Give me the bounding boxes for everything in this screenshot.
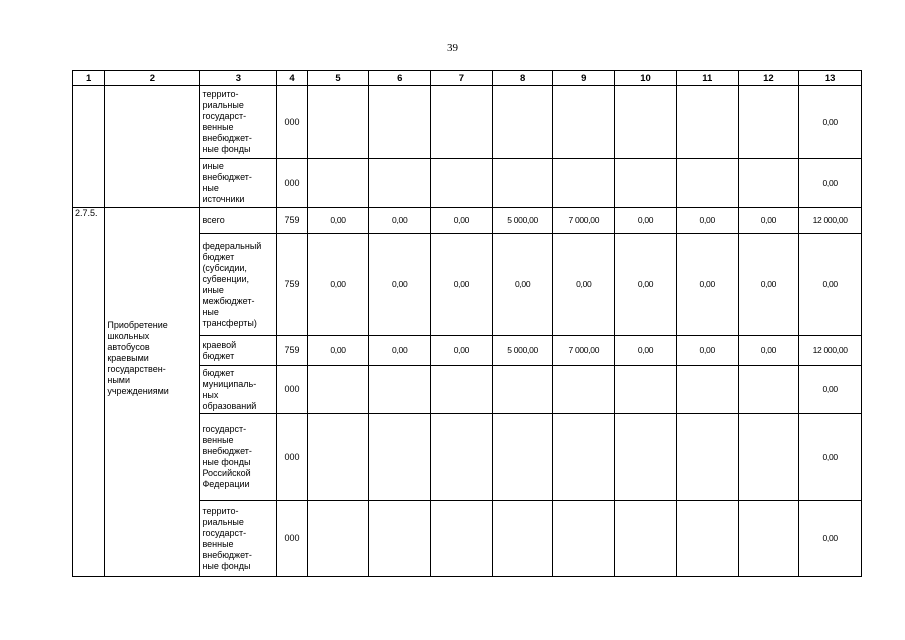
- header-cell: 2: [105, 71, 200, 86]
- value-cell: [369, 366, 431, 414]
- value-cell: [307, 159, 369, 208]
- header-cell: 10: [615, 71, 677, 86]
- value-cell: [307, 501, 369, 577]
- value-cell: 0,00: [369, 336, 431, 366]
- value-cell: 0,00: [615, 234, 677, 336]
- value-cell: 0,00: [738, 208, 799, 234]
- item-name-cell: Приобретение школьных автобусов краевыми государствен- ными учреждениями: [105, 208, 200, 577]
- header-cell: 4: [277, 71, 307, 86]
- total-cell: 0,00: [799, 366, 862, 414]
- value-cell: [431, 414, 493, 501]
- header-row: [73, 71, 862, 86]
- value-cell: [431, 159, 493, 208]
- value-cell: 0,00: [369, 208, 431, 234]
- value-cell: 0,00: [615, 208, 677, 234]
- value-cell: 0,00: [676, 234, 738, 336]
- value-cell: [615, 366, 677, 414]
- item-name-cell: [105, 86, 200, 208]
- funding-source-cell: иные внебюджет- ные источники: [200, 159, 277, 208]
- header-cell: 9: [553, 71, 615, 86]
- value-cell: 0,00: [676, 336, 738, 366]
- value-cell: [307, 86, 369, 159]
- item-number-cell: [73, 86, 105, 208]
- value-cell: 0,00: [307, 234, 369, 336]
- code-cell: 000: [277, 501, 307, 577]
- header-cell: 13: [799, 71, 862, 86]
- value-cell: [738, 501, 799, 577]
- value-cell: 5 000,00: [492, 336, 553, 366]
- total-cell: 0,00: [799, 414, 862, 501]
- value-cell: 7 000,00: [553, 336, 615, 366]
- value-cell: 0,00: [307, 208, 369, 234]
- header-cell: 11: [676, 71, 738, 86]
- value-cell: [615, 501, 677, 577]
- value-cell: [369, 414, 431, 501]
- value-cell: [492, 501, 553, 577]
- funding-source-cell: террито- риальные государст- венные внебюджет- ные фонды: [200, 501, 277, 577]
- funding-source-cell: федеральный бюджет (субсидии, субвенции, иные межбюджет- ные трансферты): [200, 234, 277, 336]
- value-cell: 0,00: [553, 234, 615, 336]
- value-cell: [369, 501, 431, 577]
- value-cell: 0,00: [431, 336, 493, 366]
- code-cell: 000: [277, 159, 307, 208]
- header-cell: 12: [738, 71, 799, 86]
- value-cell: 0,00: [307, 336, 369, 366]
- value-cell: [431, 366, 493, 414]
- value-cell: [431, 86, 493, 159]
- item-number-cell: 2.7.5.: [73, 208, 105, 577]
- funding-source-cell: всего: [200, 208, 277, 234]
- header-cell: 1: [73, 71, 105, 86]
- value-cell: [492, 366, 553, 414]
- header-cell: 8: [492, 71, 553, 86]
- funding-source-cell: террито- риальные государст- венные внебюджет- ные фонды: [200, 86, 277, 159]
- value-cell: [369, 159, 431, 208]
- total-cell: 12 000,00: [799, 208, 862, 234]
- value-cell: 0,00: [676, 208, 738, 234]
- funding-source-cell: бюджет муниципаль- ных образований: [200, 366, 277, 414]
- funding-source-cell: государст- венные внебюджет- ные фонды Российской Федерации: [200, 414, 277, 501]
- value-cell: [738, 86, 799, 159]
- value-cell: 0,00: [615, 336, 677, 366]
- total-cell: 12 000,00: [799, 336, 862, 366]
- value-cell: [492, 86, 553, 159]
- page-number: 39: [447, 42, 458, 54]
- value-cell: [615, 159, 677, 208]
- value-cell: [615, 414, 677, 501]
- value-cell: [431, 501, 493, 577]
- value-cell: 0,00: [738, 336, 799, 366]
- code-cell: 000: [277, 366, 307, 414]
- total-cell: 0,00: [799, 234, 862, 336]
- table-row: [73, 86, 862, 159]
- header-cell: 3: [200, 71, 277, 86]
- code-cell: 000: [277, 414, 307, 501]
- value-cell: 0,00: [369, 234, 431, 336]
- value-cell: [738, 414, 799, 501]
- total-cell: 0,00: [799, 501, 862, 577]
- header-cell: 6: [369, 71, 431, 86]
- code-cell: 759: [277, 208, 307, 234]
- value-cell: [615, 86, 677, 159]
- value-cell: 0,00: [492, 234, 553, 336]
- funding-source-cell: краевой бюджет: [200, 336, 277, 366]
- value-cell: [676, 414, 738, 501]
- value-cell: [492, 159, 553, 208]
- value-cell: [553, 159, 615, 208]
- value-cell: [307, 366, 369, 414]
- code-cell: 759: [277, 234, 307, 336]
- code-cell: 759: [277, 336, 307, 366]
- value-cell: [553, 414, 615, 501]
- total-cell: 0,00: [799, 159, 862, 208]
- header-cell: 5: [307, 71, 369, 86]
- value-cell: [553, 86, 615, 159]
- table-row: [73, 208, 862, 234]
- value-cell: [553, 501, 615, 577]
- value-cell: 0,00: [738, 234, 799, 336]
- value-cell: 7 000,00: [553, 208, 615, 234]
- header-cell: 7: [431, 71, 493, 86]
- value-cell: [553, 366, 615, 414]
- value-cell: [492, 414, 553, 501]
- value-cell: 0,00: [431, 208, 493, 234]
- value-cell: [676, 159, 738, 208]
- value-cell: [738, 159, 799, 208]
- budget-table: [72, 70, 862, 577]
- value-cell: [369, 86, 431, 159]
- total-cell: 0,00: [799, 86, 862, 159]
- value-cell: [676, 501, 738, 577]
- value-cell: [307, 414, 369, 501]
- value-cell: [676, 366, 738, 414]
- value-cell: [738, 366, 799, 414]
- value-cell: [676, 86, 738, 159]
- value-cell: 5 000,00: [492, 208, 553, 234]
- value-cell: 0,00: [431, 234, 493, 336]
- code-cell: 000: [277, 86, 307, 159]
